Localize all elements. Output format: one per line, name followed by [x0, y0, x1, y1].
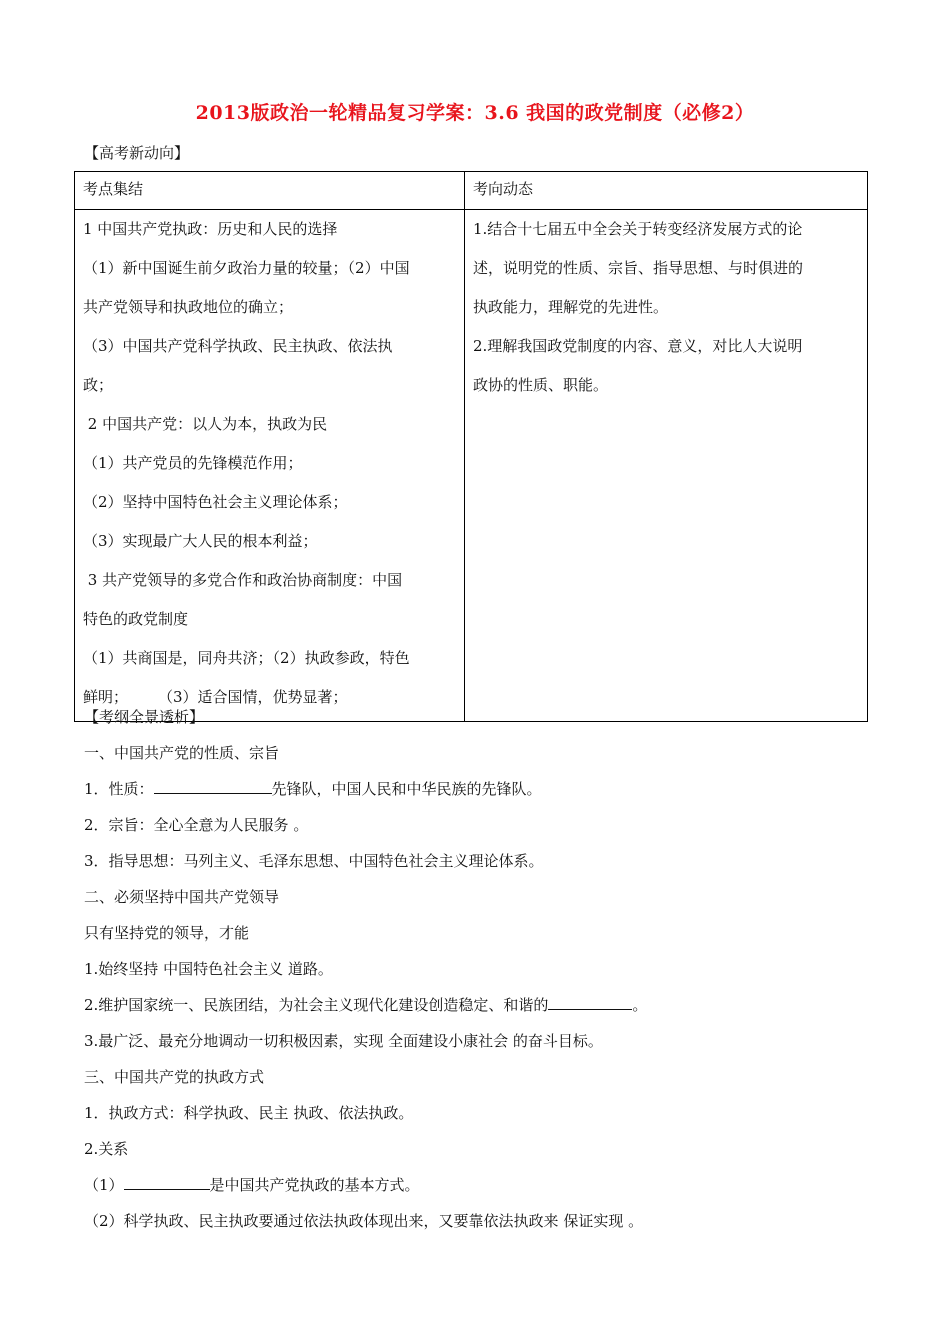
point-line: （1）新中国诞生前夕政治力量的较量；（2）中国 [83, 259, 410, 277]
paragraph-rule-of-law: （2）科学执政、民主执政要通过依法执政体现出来，又要靠依法执政来 保证实现 。 [84, 1212, 644, 1230]
point-line: （3）中国共产党科学执政、民主执政、依法执 [83, 337, 393, 355]
trend-line: 执政能力，理解党的先进性。 [473, 298, 669, 316]
unity-suffix: 。 [632, 996, 648, 1014]
point-line: （3）实现最广大人民的根本利益； [83, 532, 318, 550]
trend-line: 2.理解我国政党制度的内容、意义，对比人大说明 [473, 337, 803, 355]
table-header-row [75, 172, 868, 210]
basic-suffix: 是中国共产党执政的基本方式。 [209, 1176, 420, 1194]
paragraph-only-by: 只有坚持党的领导，才能 [84, 924, 250, 942]
exam-trends-cell [465, 210, 868, 722]
paragraph-nature [84, 778, 542, 799]
point-line: 特色的政党制度 [83, 610, 189, 628]
fill-blank[interactable] [124, 1175, 210, 1190]
point-line: 共产党领导和执政地位的确立； [83, 298, 294, 316]
heading-party-leadership: 二、必须坚持中国共产党领导 [84, 888, 280, 906]
paragraph-mobilize: 3.最广泛、最充分地调动一切积极因素，实现 全面建设小康社会 的奋斗目标。 [84, 1032, 603, 1050]
point-line: 1 中国共产党执政：历史和人民的选择 [83, 220, 338, 238]
point-line: 鲜明； （3）适合国情，优势显著； [83, 688, 348, 706]
point-line: 政； [83, 376, 114, 394]
section-heading-trends: 【高考新动向】 [84, 144, 190, 162]
fill-blank[interactable] [154, 779, 272, 794]
point-line: 2 中国共产党：以人为本，执政为民 [83, 415, 328, 433]
section-heading-syllabus: 【考纲全景透析】 [84, 708, 205, 726]
point-line: （1）共产党员的先锋模范作用； [83, 454, 303, 472]
heading-party-nature: 一、中国共产党的性质、宗旨 [84, 744, 280, 762]
trend-line: 政协的性质、职能。 [473, 376, 609, 394]
exam-points-table [74, 171, 868, 722]
paragraph-purpose: 2．宗旨：全心全意为人民服务 。 [84, 816, 309, 834]
point-line: （2）坚持中国特色社会主义理论体系； [83, 493, 348, 511]
paragraph-governance-methods: 1．执政方式：科学执政、民主 执政、依法执政。 [84, 1104, 414, 1122]
paragraph-relation: 2.关系 [84, 1140, 129, 1158]
point-line: 3 共产党领导的多党合作和政治协商制度：中国 [83, 571, 403, 589]
nature-suffix: 先锋队，中国人民和中华民族的先锋队。 [271, 780, 542, 798]
trend-line: 1.结合十七届五中全会关于转变经济发展方式的论 [473, 220, 803, 238]
table-content-row [75, 210, 868, 722]
exam-points-cell [75, 210, 465, 722]
paragraph-guiding-thought: 3．指导思想：马列主义、毛泽东思想、中国特色社会主义理论体系。 [84, 852, 544, 870]
document-title: 2013版政治一轮精品复习学案：3.6 我国的政党制度（必修2） [195, 102, 755, 124]
trend-line: 述，说明党的性质、宗旨、指导思想、与时俱进的 [473, 259, 804, 277]
paragraph-socialism-road: 1.始终坚持 中国特色社会主义 道路。 [84, 960, 333, 978]
basic-prefix: （1） [84, 1176, 124, 1194]
paragraph-basic-method [84, 1174, 420, 1195]
header-exam-points: 考点集结 [75, 172, 465, 210]
fill-blank[interactable] [548, 995, 632, 1010]
unity-prefix: 2.维护国家统一、民族团结，为社会主义现代化建设创造稳定、和谐的 [84, 996, 549, 1014]
paragraph-unity [84, 994, 647, 1015]
heading-governance-style: 三、中国共产党的执政方式 [84, 1068, 265, 1086]
header-exam-trends: 考向动态 [465, 172, 868, 210]
point-line: （1）共商国是，同舟共济；（2）执政参政，特色 [83, 649, 410, 667]
nature-prefix: 1．性质： [84, 780, 154, 798]
